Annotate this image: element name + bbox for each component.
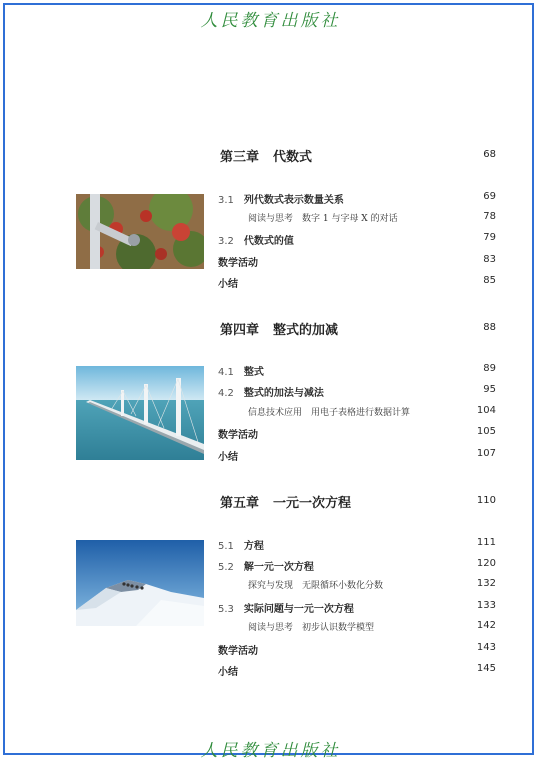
toc-entry[interactable]: 5.1 方程 111 xyxy=(218,537,496,552)
toc-entry[interactable]: 5.2 解一元一次方程 120 xyxy=(218,558,496,573)
chapter-number: 第三章 xyxy=(220,150,260,165)
toc-entry[interactable]: 5.3 实际问题与一元一次方程 133 xyxy=(218,600,496,615)
toc-entry[interactable]: 阅读与思考 数字 1 与字母 X 的对话 78 xyxy=(248,211,496,224)
toc-entry[interactable]: 阅读与思考 初步认识数学模型 142 xyxy=(248,620,496,633)
toc-entry[interactable]: 数学活动 143 xyxy=(218,642,496,657)
toc-entry[interactable]: 小结 85 xyxy=(218,275,496,290)
toc-entry[interactable]: 数学活动 105 xyxy=(218,426,496,441)
toc-entry[interactable]: 小结 145 xyxy=(218,663,496,678)
toc-entry[interactable]: 4.1 整式 89 xyxy=(218,363,496,378)
chapter-title: 一元一次方程 xyxy=(273,496,352,511)
chapter-page-number: 110 xyxy=(476,495,496,506)
sea-bridge-photo xyxy=(76,366,204,460)
toc-entry[interactable]: 4.2 整式的加法与减法 95 xyxy=(218,384,496,399)
chapter-page-number: 88 xyxy=(483,322,496,333)
publisher-logo-bottom: 人民教育出版社 xyxy=(200,741,341,761)
chapter-number: 第五章 xyxy=(220,496,260,511)
toc-entry[interactable]: 数学活动 83 xyxy=(218,254,496,269)
toc-entry[interactable]: 小结 107 xyxy=(218,448,496,463)
robot-apple-picking-photo xyxy=(76,194,204,269)
chapter-title: 整式的加减 xyxy=(273,323,339,338)
chapter-heading-5[interactable] xyxy=(220,492,351,511)
chapter-title: 代数式 xyxy=(273,150,313,165)
toc-entry[interactable]: 信息技术应用 用电子表格进行数据计算 104 xyxy=(248,405,496,418)
toc-entry[interactable]: 3.2 代数式的值 79 xyxy=(218,232,496,247)
toc-entry[interactable]: 探究与发现 无限循环小数化分数 132 xyxy=(248,578,496,591)
snow-mountain-climbers-photo xyxy=(76,540,204,626)
chapter-number: 第四章 xyxy=(220,323,260,338)
chapter-heading-4[interactable] xyxy=(220,319,338,338)
chapter-page-number: 68 xyxy=(483,149,496,160)
chapter-heading-3[interactable] xyxy=(220,146,312,165)
publisher-logo-top: 人民教育出版社 xyxy=(200,11,341,31)
toc-entry[interactable]: 3.1 列代数式表示数量关系 69 xyxy=(218,191,496,206)
